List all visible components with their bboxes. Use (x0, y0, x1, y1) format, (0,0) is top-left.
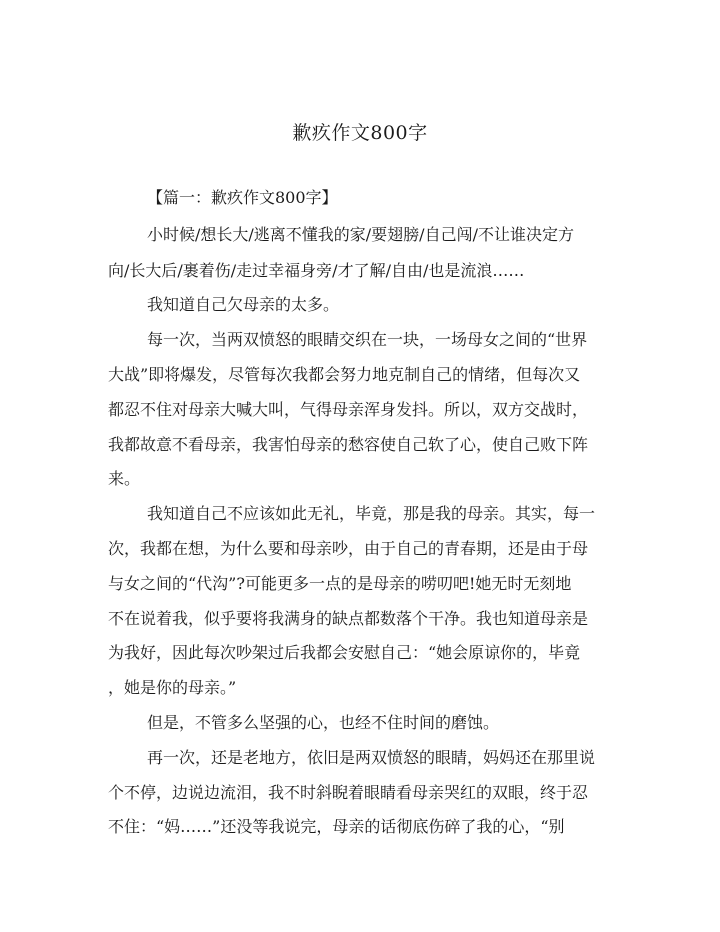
paragraph-line: 每一次，当两双愤怒的眼睛交织在一块，一场母女之间的“世界 (147, 330, 588, 349)
paragraph-line: 再一次，还是老地方，依旧是两双愤怒的眼睛，妈妈还在那里说 (147, 748, 596, 767)
document-title: 歉疚作文800字 (292, 122, 428, 144)
paragraph-line: 次，我都在想，为什么要和母亲吵，由于自己的青春期，还是由于母 (108, 539, 589, 558)
paragraph-line: 与女之间的“代沟”?可能更多一点的是母亲的唠叨吧!她无时无刻地 (108, 574, 572, 593)
paragraph-line: 不在说着我，似乎要将我满身的缺点都数落个干净。我也知道母亲是 (108, 609, 589, 628)
paragraph-line: 但是，不管多么坚强的心，也经不住时间的磨蚀。 (147, 713, 500, 732)
paragraph-line: 个不停，边说边流泪，我不时斜睨着眼睛看母亲哭红的双眼，终于忍 (108, 783, 589, 802)
paragraph-line: 大战”即将爆发，尽管每次我都会努力地克制自己的情绪，但每次又 (108, 365, 581, 384)
paragraph-line: 为我好，因此每次吵架过后我都会安慰自己：“她会原谅你的，毕竟 (108, 643, 581, 662)
paragraph-line: 我都故意不看母亲，我害怕母亲的愁容使自己软了心，使自己败下阵 (108, 435, 589, 454)
paragraph-line: 我知道自己不应该如此无礼，毕竟，那是我的母亲。其实，每一 (147, 504, 596, 523)
paragraph-line: 向/长大后/裹着伤/走过幸福身旁/才了解/自由/也是流浪…… (108, 261, 525, 280)
paragraph-line: 都忍不住对母亲大喊大叫，气得母亲浑身发抖。所以，双方交战时， (108, 400, 589, 419)
paragraph-line: 我知道自己欠母亲的太多。 (147, 295, 340, 314)
paragraph-line: 小时候/想长大/逃离不懂我的家/要翅膀/自己闯/不让谁决定方 (147, 225, 574, 244)
paragraph-line: ，她是你的母亲。” (108, 678, 237, 697)
paragraph-line: 来。 (108, 469, 141, 488)
paragraph-line: 不住：“妈……”还没等我说完，母亲的话彻底伤碎了我的心，“别 (108, 817, 565, 836)
section-heading: 【篇一：歉疚作文800字】 (147, 188, 338, 207)
